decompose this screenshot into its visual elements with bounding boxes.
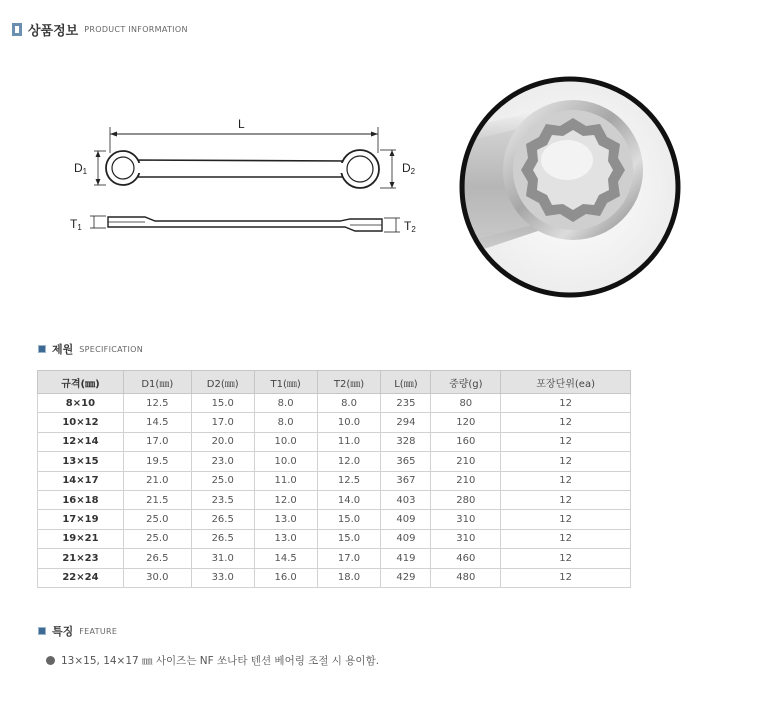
table-cell: 14.5 bbox=[254, 549, 317, 568]
table-cell: 16.0 bbox=[254, 568, 317, 587]
table-cell: 160 bbox=[431, 432, 501, 451]
table-row bbox=[38, 471, 631, 490]
feature-text: 13×15, 14×17 ㎜ 사이즈는 NF 쏘나타 텐션 베어링 조절 시 용이함. bbox=[61, 655, 380, 667]
info-icon bbox=[12, 23, 22, 36]
table-row bbox=[38, 529, 631, 548]
table-cell: 15.0 bbox=[317, 529, 381, 548]
table-cell: 210 bbox=[431, 471, 501, 490]
wrench-side-view bbox=[108, 217, 382, 231]
table-row bbox=[38, 568, 631, 587]
table-cell: 12.0 bbox=[317, 452, 381, 471]
table-cell: 419 bbox=[381, 549, 431, 568]
label-d2-sub: 2 bbox=[410, 167, 416, 176]
table-cell: 21.5 bbox=[123, 490, 191, 509]
table-cell: 120 bbox=[431, 413, 501, 432]
table-cell: 26.5 bbox=[191, 510, 254, 529]
size-cell: 13×15 bbox=[38, 452, 124, 471]
table-cell: 10.0 bbox=[254, 452, 317, 471]
table-cell: 17.0 bbox=[317, 549, 381, 568]
size-cell: 8×10 bbox=[38, 394, 124, 413]
size-cell: 12×14 bbox=[38, 432, 124, 451]
table-cell: 25.0 bbox=[191, 471, 254, 490]
size-cell: 22×24 bbox=[38, 568, 124, 587]
spec-title: 제원 bbox=[52, 343, 74, 356]
table-cell: 25.0 bbox=[123, 529, 191, 548]
column-header: T2(㎜) bbox=[317, 371, 381, 394]
svg-text:T1 bbox=[70, 217, 82, 232]
table-row bbox=[38, 490, 631, 509]
table-cell: 14.5 bbox=[123, 413, 191, 432]
table-cell: 26.5 bbox=[191, 529, 254, 548]
table-cell: 17.0 bbox=[191, 413, 254, 432]
table-cell: 18.0 bbox=[317, 568, 381, 587]
circle-bullet-icon bbox=[46, 656, 55, 665]
column-header: 중량(g) bbox=[431, 371, 501, 394]
table-cell: 14.0 bbox=[317, 490, 381, 509]
table-cell: 409 bbox=[381, 529, 431, 548]
column-header: 규격(㎜) bbox=[38, 371, 124, 394]
size-cell: 16×18 bbox=[38, 490, 124, 509]
label-t1-sub: 1 bbox=[77, 223, 82, 232]
table-cell: 12 bbox=[501, 529, 631, 548]
label-t1: T bbox=[70, 217, 78, 231]
column-header: D1(㎜) bbox=[123, 371, 191, 394]
table-cell: 12 bbox=[501, 413, 631, 432]
table-header-row bbox=[38, 371, 631, 394]
feature-subtitle: FEATURE bbox=[79, 626, 118, 636]
table-cell: 10.0 bbox=[317, 413, 381, 432]
table-cell: 294 bbox=[381, 413, 431, 432]
table-cell: 23.5 bbox=[191, 490, 254, 509]
table-cell: 8.0 bbox=[254, 413, 317, 432]
table-cell: 17.0 bbox=[123, 432, 191, 451]
table-cell: 367 bbox=[381, 471, 431, 490]
table-cell: 80 bbox=[431, 394, 501, 413]
table-cell: 8.0 bbox=[317, 394, 381, 413]
table-cell: 12 bbox=[501, 568, 631, 587]
table-cell: 12.0 bbox=[254, 490, 317, 509]
square-bullet-icon bbox=[38, 345, 46, 353]
table-cell: 365 bbox=[381, 452, 431, 471]
table-cell: 403 bbox=[381, 490, 431, 509]
table-cell: 12.5 bbox=[317, 471, 381, 490]
product-info-subtitle: PRODUCT INFORMATION bbox=[84, 25, 188, 34]
table-cell: 310 bbox=[431, 529, 501, 548]
table-cell: 12 bbox=[501, 549, 631, 568]
label-d1: D bbox=[74, 161, 83, 175]
spec-subtitle: SPECIFICATION bbox=[79, 344, 143, 354]
product-info-title: 상품정보 bbox=[28, 24, 79, 39]
column-header: T1(㎜) bbox=[254, 371, 317, 394]
table-cell: 460 bbox=[431, 549, 501, 568]
square-bullet-icon bbox=[38, 627, 46, 635]
size-cell: 14×17 bbox=[38, 471, 124, 490]
table-cell: 328 bbox=[381, 432, 431, 451]
table-cell: 10.0 bbox=[254, 432, 317, 451]
column-header: L(㎜) bbox=[381, 371, 431, 394]
spec-table bbox=[37, 370, 631, 588]
table-cell: 12 bbox=[501, 490, 631, 509]
table-cell: 210 bbox=[431, 452, 501, 471]
size-cell: 21×23 bbox=[38, 549, 124, 568]
column-header: D2(㎜) bbox=[191, 371, 254, 394]
table-cell: 12 bbox=[501, 452, 631, 471]
table-cell: 15.0 bbox=[317, 510, 381, 529]
table-cell: 12 bbox=[501, 471, 631, 490]
table-cell: 13.0 bbox=[254, 529, 317, 548]
table-cell: 15.0 bbox=[191, 394, 254, 413]
label-d2: D bbox=[402, 161, 411, 175]
table-cell: 25.0 bbox=[123, 510, 191, 529]
spec-header bbox=[38, 341, 143, 357]
label-t2-sub: 2 bbox=[411, 225, 416, 234]
table-cell: 280 bbox=[431, 490, 501, 509]
feature-item bbox=[46, 653, 379, 668]
table-cell: 12 bbox=[501, 432, 631, 451]
table-cell: 21.0 bbox=[123, 471, 191, 490]
svg-text:T2 bbox=[404, 219, 416, 234]
label-d1-sub: 1 bbox=[82, 167, 88, 176]
table-row bbox=[38, 413, 631, 432]
table-cell: 23.0 bbox=[191, 452, 254, 471]
table-row bbox=[38, 394, 631, 413]
table-row bbox=[38, 432, 631, 451]
column-header: 포장단위(ea) bbox=[501, 371, 631, 394]
table-row bbox=[38, 549, 631, 568]
spec-table-body bbox=[38, 394, 631, 588]
table-cell: 12 bbox=[501, 510, 631, 529]
table-cell: 26.5 bbox=[123, 549, 191, 568]
svg-text:D2 bbox=[402, 161, 416, 176]
table-cell: 409 bbox=[381, 510, 431, 529]
feature-title: 특징 bbox=[52, 625, 74, 638]
table-cell: 12.5 bbox=[123, 394, 191, 413]
table-cell: 235 bbox=[381, 394, 431, 413]
table-cell: 310 bbox=[431, 510, 501, 529]
label-l: L bbox=[238, 117, 245, 131]
table-cell: 13.0 bbox=[254, 510, 317, 529]
table-cell: 11.0 bbox=[317, 432, 381, 451]
size-cell: 10×12 bbox=[38, 413, 124, 432]
product-info-header bbox=[12, 20, 188, 39]
feature-header bbox=[38, 623, 117, 639]
table-cell: 33.0 bbox=[191, 568, 254, 587]
table-cell: 11.0 bbox=[254, 471, 317, 490]
size-cell: 19×21 bbox=[38, 529, 124, 548]
label-t2: T bbox=[404, 219, 412, 233]
table-cell: 8.0 bbox=[254, 394, 317, 413]
table-cell: 30.0 bbox=[123, 568, 191, 587]
wrench-dimension-diagram bbox=[60, 105, 430, 245]
table-cell: 429 bbox=[381, 568, 431, 587]
table-cell: 12 bbox=[501, 394, 631, 413]
size-cell: 17×19 bbox=[38, 510, 124, 529]
table-row bbox=[38, 510, 631, 529]
wrench-top-view bbox=[106, 150, 379, 188]
table-row bbox=[38, 452, 631, 471]
table-cell: 31.0 bbox=[191, 549, 254, 568]
svg-text:D1 bbox=[74, 161, 88, 176]
table-cell: 19.5 bbox=[123, 452, 191, 471]
table-cell: 20.0 bbox=[191, 432, 254, 451]
table-cell: 480 bbox=[431, 568, 501, 587]
wrench-closeup-image bbox=[455, 72, 685, 302]
